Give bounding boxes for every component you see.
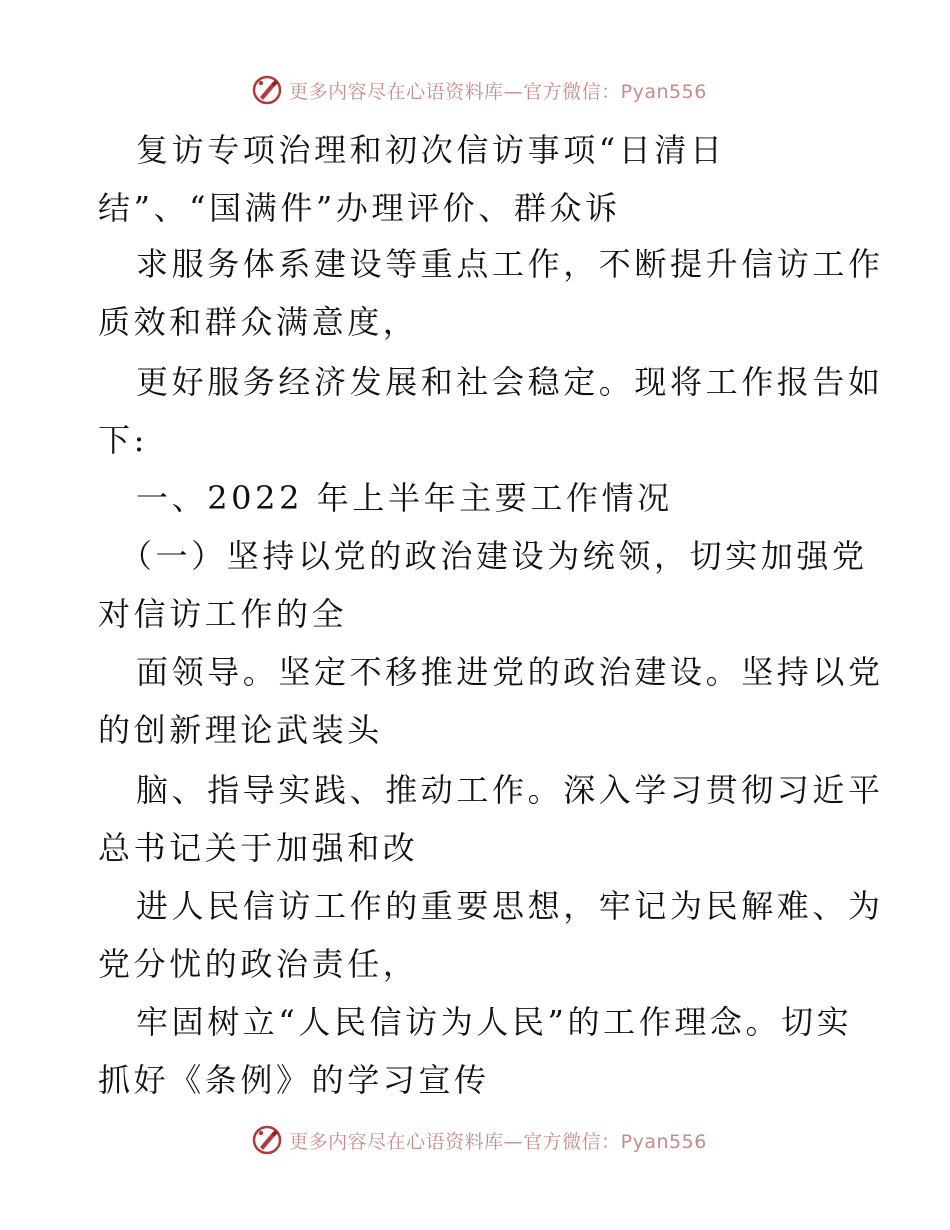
body-line: 党分忧的政治责任，: [98, 945, 419, 983]
body-line: 对信访工作的全: [98, 595, 348, 633]
body-line: 总书记关于加强和改: [98, 829, 419, 867]
watermark-group: [243, 1124, 707, 1156]
body-line: 抓好《条例》的学习宣传: [98, 1061, 490, 1099]
pen-logo-icon: [251, 74, 283, 106]
footer-watermark: [0, 1120, 950, 1160]
body-line: 面领导。坚定不移推进党的政治建设。坚持以党: [136, 653, 884, 691]
body-line: 更好服务经济发展和社会稳定。现将工作报告如: [136, 363, 884, 401]
body-line: 的创新理论武装头: [98, 711, 383, 749]
body-line: 质效和群众满意度，: [98, 303, 419, 341]
body-line: 进人民信访工作的重要思想，牢记为民解难、为: [136, 887, 884, 925]
section-heading: 一、2022 年上半年主要工作情况: [136, 479, 673, 517]
body-line: 结”、“国满件”办理评价、群众诉: [98, 189, 621, 227]
body-line: 求服务体系建设等重点工作，不断提升信访工作: [136, 245, 884, 283]
header-watermark: [0, 70, 950, 110]
watermark-group: [243, 74, 707, 106]
subsection-heading: （一）坚持以党的政治建设为统领，切实加强党: [120, 537, 868, 575]
body-line: 脑、指导实践、推动工作。深入学习贯彻习近平: [136, 771, 884, 809]
body-line: 下:: [98, 421, 148, 459]
pen-logo-icon: [251, 1124, 283, 1156]
body-line: 复访专项治理和初次信访事项“日清日: [136, 131, 726, 169]
body-line: 牢固树立“人民信访为人民”的工作理念。切实: [136, 1003, 853, 1041]
watermark-text: 更多内容尽在心语资料库—官方微信：Pyan556: [289, 80, 707, 103]
watermark-text: 更多内容尽在心语资料库—官方微信：Pyan556: [289, 1130, 707, 1153]
